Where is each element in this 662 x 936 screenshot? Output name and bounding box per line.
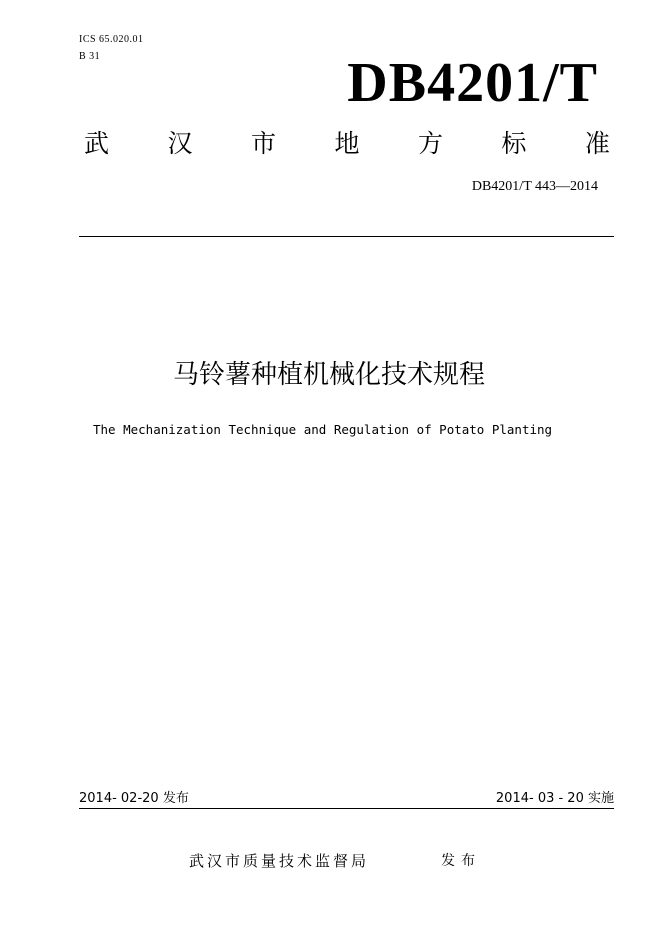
standard-type-char: 汉 — [167, 129, 193, 158]
publish-date: 2014- 02-20 发布 — [79, 791, 189, 806]
title-chinese-text: 马铃薯种植机械化技术规程 — [172, 360, 485, 390]
issuing-authority: 武汉市质量技术监督局 — [189, 852, 370, 870]
standard-type-char: 准 — [584, 129, 610, 158]
classification-code: B 31 — [79, 51, 101, 62]
title-english: The Mechanization Technique and Regulation of Potato Planting — [93, 422, 553, 437]
standard-type-char: 地 — [334, 129, 360, 158]
header-divider — [79, 236, 614, 237]
standard-type-char: 市 — [250, 129, 276, 158]
standard-type — [84, 126, 610, 162]
standard-type-char: 方 — [417, 129, 443, 158]
title-chinese — [0, 355, 662, 395]
footer-divider — [79, 808, 614, 809]
standard-type-char: 武 — [84, 129, 110, 158]
issued-label: 发布 — [441, 853, 481, 869]
standard-type-char: 标 — [501, 129, 527, 158]
standard-logo: DB4201/T — [347, 52, 598, 114]
implementation-date: 2014- 03 - 20 实施 — [495, 791, 614, 806]
ics-code: ICS 65.020.01 — [79, 34, 144, 45]
standard-number: DB4201/T 443—2014 — [471, 179, 598, 194]
